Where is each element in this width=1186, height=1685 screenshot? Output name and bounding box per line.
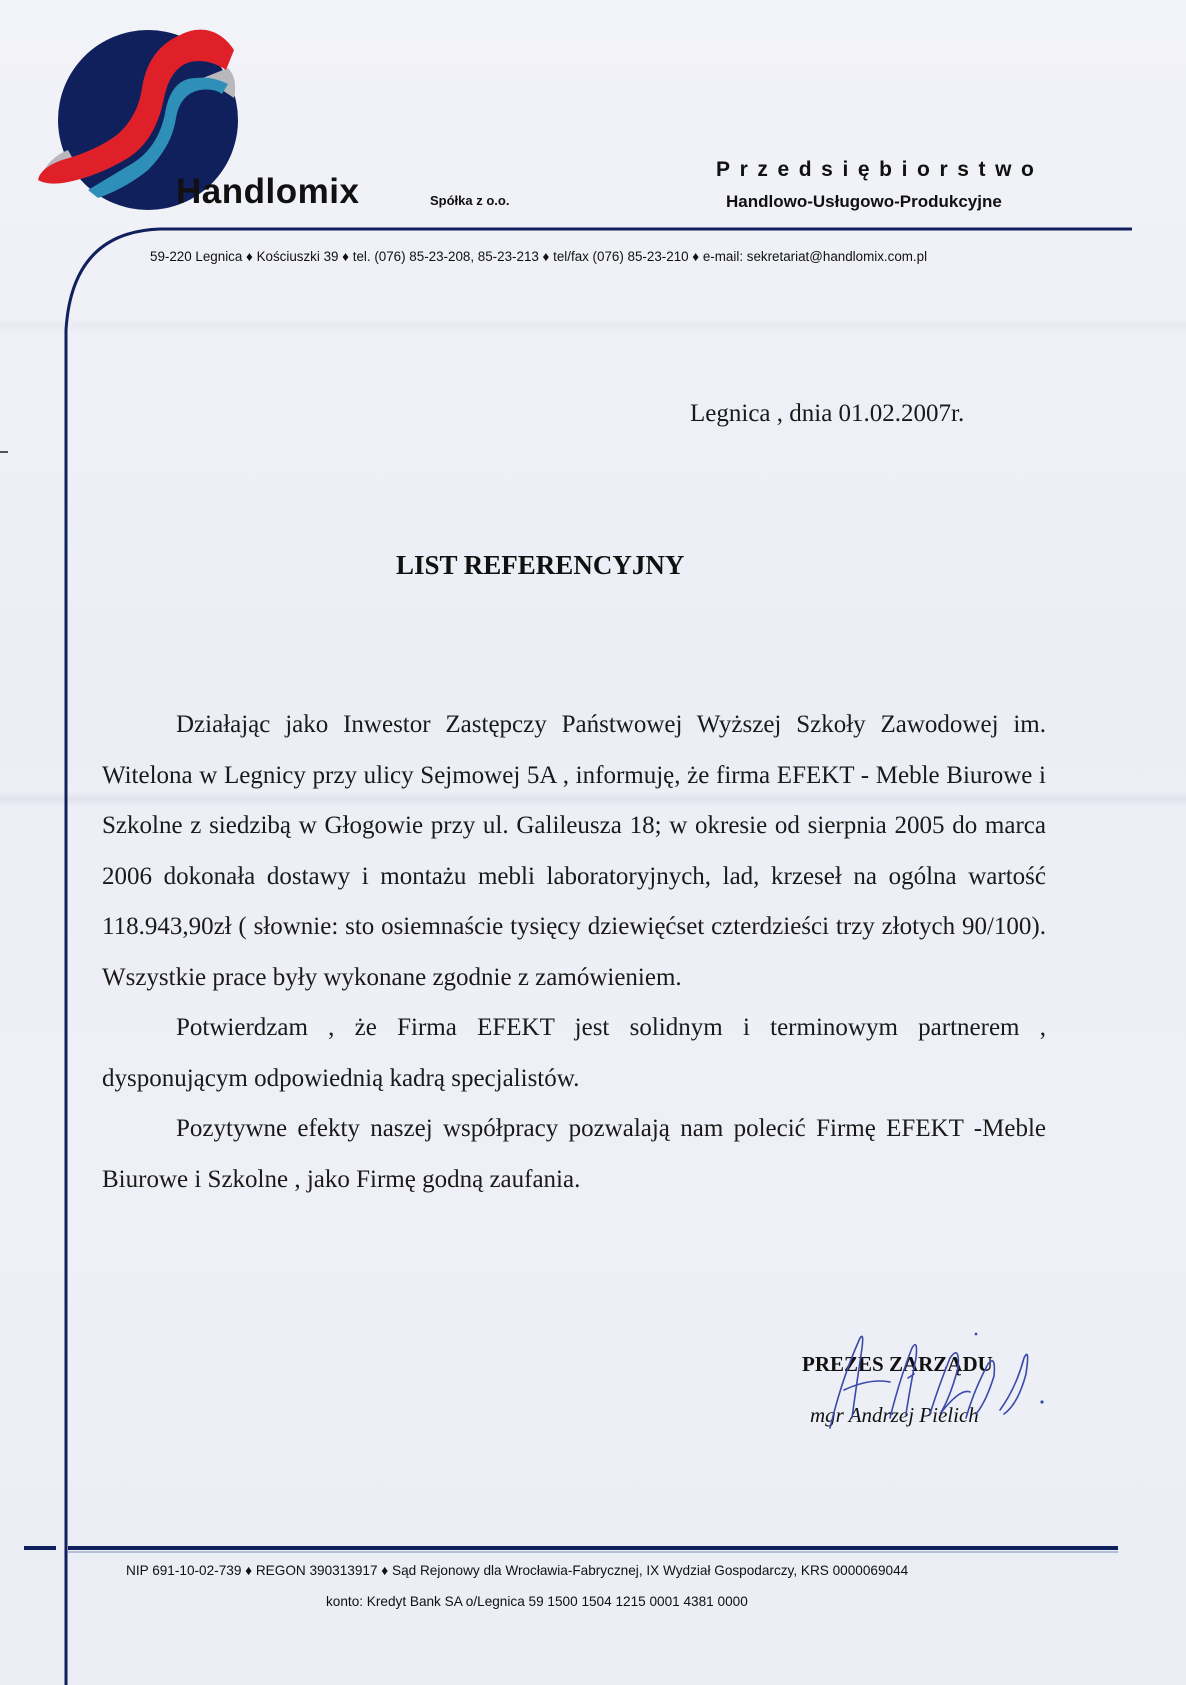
footer-registration: NIP 691-10-02-739 ♦ REGON 390313917 ♦ Sąd Rejonowy dla Wrocławia-Fabrycznej, IX Wydział Gospodarczy, KRS 0000069044 (126, 1563, 909, 1578)
brand-name: Handlomix (176, 172, 360, 211)
footer-bank-account: konto: Kredyt Bank SA o/Legnica 59 1500 1504 1215 0001 4381 0000 (326, 1594, 748, 1609)
body-paragraph: Potwierdzam , że Firma EFEKT jest solidnym i terminowym partnerem , dysponującym odpowiednią kadrą specjalistów. (102, 1014, 1046, 1092)
signatory-name: mgr Andrzej Pielich (810, 1403, 979, 1427)
body-paragraph: Pozytywne efekty naszej współpracy pozwalają nam polecić Firmę EFEKT -Meble Biurowe i Szkolne , jako Firmę godną zaufania. (102, 1115, 1046, 1193)
letter-date: Legnica , dnia 01.02.2007r. (690, 400, 965, 427)
letter-title: LIST REFERENCYJNY (396, 550, 685, 580)
contact-info: 59-220 Legnica ♦ Kościuszki 39 ♦ tel. (076) 85-23-208, 85-23-213 ♦ tel/fax (076) 85-23-210 ♦ e-mail: sekretariat@handlomix.com.pl (150, 249, 928, 264)
letter-body (102, 700, 1046, 1205)
paper-fold (0, 318, 1186, 332)
brand-legal-form: Spółka z o.o. (430, 193, 510, 208)
company-type-line1: Przedsiębiorstwo (716, 158, 1044, 181)
company-type-line2: Handlowo-Usługowo-Produkcyjne (726, 192, 1002, 211)
body-paragraph: Działając jako Inwestor Zastępczy Państwowej Wyższej Szkoły Zawodowej im. Witelona w Legnicy przy ulicy Sejmowej 5A , informuję, że firma EFEKT - Meble Biurowe i Szkolne z siedzibą w Głogowie przy ul. Galileusza 18; w okresie od sierpnia 2005 do marca 2006 dokonała dostawy i montażu mebli laboratoryjnych, lad, krzeseł na ogólna wartość 118.943,90zł ( słownie: sto osiemnaście tysięcy dziewięćset czterdzieści trzy złotych 90/100). Wszystkie prace były wykonane zgodnie z zamówieniem. (102, 711, 1046, 991)
signatory-title: PREZES ZARZĄDU (802, 1352, 993, 1376)
